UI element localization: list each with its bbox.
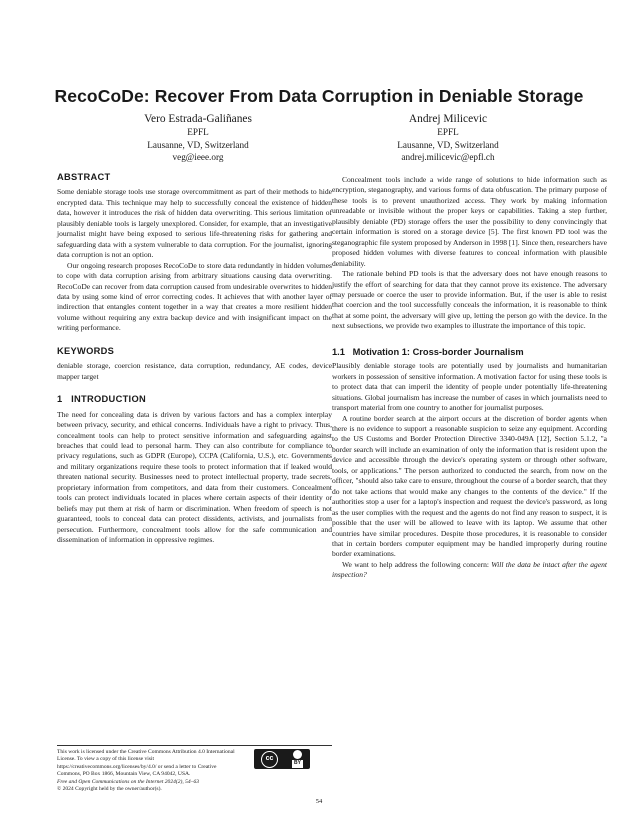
by-icon	[292, 750, 303, 767]
right-paragraph-3: Plausibly deniable storage tools are potentially used by journalists and humanitarian workers in possession of sensitive information. A motivation factor for using these tools is to protect data that can imperil the identity of people under potentially life-threatening situations. Global journalism has increase the number of cases in which journalists need to transport material from one country to another for journalist purposes.	[332, 361, 607, 413]
introduction-paragraph-1: The need for concealing data is driven by various factors and has a complex interplay between privacy, security, and ethical concerns. Individuals have a right to privacy. Thus, concealment tools can help to protect sensitive information and safeguarding against breaches that could lead to personal harm. They can also contribute for compliance to privacy regulations, such as GDPR (Europe), CCPA (California, U.S.), etc. Governments and military organizations require these tools to protect information that if leaked would threaten national security. Businesses need to protect intellectual property, trade secrets, proprietary information from competitors, and data from their customers. Concealment tools can protect individuals located in places where certain aspects of their identity or beliefs may put them at risk of harm or discrimination. When freedom of speech is not guaranteed, tools to conceal data can protect dissidents, activists, and journalists from persecution. Furthermore, concealment tools allow for the safe communication and dissemination of information in oppressive regimes.	[57, 409, 332, 545]
paper-title: RecoCoDe: Recover From Data Corruption in Deniable Storage	[54, 86, 584, 106]
author-affiliation: EPFL	[437, 127, 459, 137]
author-email: veg@ieee.org	[172, 152, 224, 163]
license-footer	[57, 745, 332, 793]
right-column	[332, 175, 607, 581]
abstract-paragraph-2: Our ongoing research proposes RecoCoDe to store data redundantly in hidden volumes to cope with data corruption arising from arbitrary situations causing data overwriting. RecoCoDe can recover from data corruption caused from undesirable overwrites to hidden data by using some kind of error correcting codes. It achieves that with another layer of indirection that entangles content together in a way that creates a more resilient hidden volume without requiring any extra backup device and with insignificant impact on the writing performance.	[57, 260, 332, 333]
license-row	[57, 749, 332, 779]
concern-lead: We want to help address the following concern:	[342, 559, 492, 569]
left-column	[57, 172, 332, 546]
author-block-2	[338, 112, 558, 164]
right-paragraph-4: A routine border search at the airport occurs at the discretion of border agents when there is no evidence to support a reasonable suspicion to seize any equipment. According to the US Customs and Border Protection Directive 3340-049A [12], Section 5.1.2, "a border search will include an examination of only the information that is resident upon the device and accessible through the device's operating system or through other software, tools, or applications." The person authorized to conducted the search, from now on the officer, "should also take care to ensure, throughout the course of a border search, that they do not take actions that would make any changes to the contents of the device." If the authorities stop a user for a laptop's inspection and request the device's password, as long as the user complies with the request and the agents do not find any reason to suspect, it is possible that the user will be allowed to leave with its laptop. We assume that other countries have similar procedures. Despite those procedures, it is reasonable to consider that in certain borders computer equipment may be handled improperly during routine border examinations.	[332, 413, 607, 559]
right-paragraph-5	[332, 560, 607, 581]
by-label: BY	[294, 760, 301, 767]
introduction-heading: 1 INTRODUCTION	[57, 394, 146, 405]
person-icon	[293, 750, 302, 759]
abstract-paragraph-1: Some deniable storage tools use storage overcommitment as part of their methods to hide encrypted data. This technique may help to successfully conceal the existence of hidden data, however it introduces the risk of hidden data overwriting. This serious limitation of plausibly deniable tools is largely unexplored. Consider, for example, that an investigative journalist might have being exposed to serious life-threatening risks for gathering and safeguarding data with a system vulnerable to data corruption. For the journalist, ignoring data corruption is not an option.	[57, 187, 332, 260]
cc-icon: cc	[261, 751, 278, 768]
right-paragraph-1: Concealment tools include a wide range of solutions to hide information such as encryption, steganography, and various forms of data obfuscation. The primary purpose of these tools is to prevent unauthorized access. They work by making information unreadable or invisible without the proper keys or capabilities. Taking a step further, plausibly deniable (PD) storage offers the user the possibility to deny convincingly that certain information is stored on a storage device [5]. The first known PD tool was the steganographic file system proposed by Anderson in 1998 [1]. Since then, researchers have proposed hidden volumes with diverse features to conceal information with plausible deniability.	[332, 175, 607, 268]
subsection-heading: 1.1 Motivation 1: Cross-border Journalism	[332, 346, 524, 357]
keywords-heading: KEYWORDS	[57, 345, 115, 356]
author-email: andrej.milicevic@epfl.ch	[401, 152, 495, 163]
cc-by-badge	[254, 749, 310, 769]
author-block-1	[88, 112, 308, 164]
keywords-text: deniable storage, coercion resistance, data corruption, redundancy, AE codes, device mapper target	[57, 361, 332, 381]
author-location: Lausanne, VD, Switzerland	[397, 139, 499, 150]
copyright-text: © 2024 Copyright held by the owner/author(s).	[57, 786, 162, 793]
concern-question: Will the data be intact after the agent inspection?	[332, 559, 607, 580]
author-location: Lausanne, VD, Switzerland	[147, 139, 249, 150]
page-number: 54	[315, 798, 323, 805]
abstract-heading: ABSTRACT	[57, 172, 111, 182]
author-name: Andrej Milicevic	[408, 113, 488, 125]
author-name: Vero Estrada-Galiñanes	[144, 113, 252, 125]
venue-text: Free and Open Communications on the Internet 2024(2), 54–63	[57, 778, 199, 785]
license-text: This work is licensed under the Creative Commons Attribution 4.0 International License. To view a copy of this license visit https://creativecommons.org/licenses/by/4.0/ or send a letter to Creative Commons, PO Box 1866, Mountain View, CA 94042, USA.	[57, 749, 235, 778]
right-paragraph-2: The rationale behind PD tools is that the adversary does not have enough reasons to justify the effort of searching for data that they cannot prove its existence. The adversary may persuade or coerce the user to provide information. But, if the user is able to resist that coercion and the tool successfully conceals the information, it is reasonable to think that at some point, the adversary will give up, letting the person go with the device. In the next subsections, we provide two examples to illustrate the importance of this topic.	[332, 269, 607, 331]
author-affiliation: EPFL	[187, 127, 209, 137]
